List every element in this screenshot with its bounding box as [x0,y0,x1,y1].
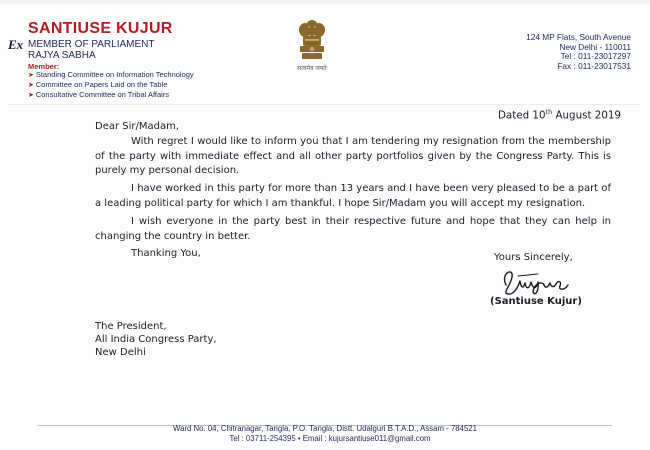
footer-address: Ward No. 04, Chitranagar, Tangla, P.O. Tangla, Distt. Udalguri B.T.A.D., Assam - 784521 [173,424,477,433]
letterhead-address [526,33,631,71]
national-emblem-icon [296,18,328,62]
letterhead-name: SANTIUSE KUJUR [28,20,173,37]
recipient-line: All India Congress Party, [95,334,217,345]
address-line: Tel : 011-23017297 [560,51,631,62]
body-paragraph: I have worked in this party for more than 13 years and I have been very pleased to be a part of a leading political party for which I am thankful. I hope Sir/Madam you will accept my resignation. [95,183,611,209]
committee-item: ➤ Consultative Committee on Tribal Affairs [28,90,194,100]
body-paragraph: With regret I would like to inform you that I am tendering my resignation from the membership of the party with immediate effect and all other party portfolios given by the Congress Party. This is purely my personal decision. [95,135,611,177]
member-label: Member: [28,62,60,71]
recipient-line: New Delhi [95,347,146,358]
handwritten-signature [498,263,588,299]
designation-line-1: MEMBER OF PARLIAMENT [28,39,155,50]
date-ordinal: th [545,108,553,116]
address-line: Fax : 011-23017531 [557,60,631,71]
committee-item: ➤ Standing Committee on Information Technology [28,70,194,80]
letterhead-designation [28,39,155,61]
salutation: Dear Sir/Madam, [95,121,180,132]
footer-contact: Tel : 03711-254395 • Email : kujursantiuse011@gmail.com [229,434,431,443]
header-divider [8,104,640,105]
footer [0,424,650,444]
committee-list [28,70,194,101]
recipient-address [95,320,217,359]
address-line: 124 MP Flats, South Avenue [526,32,631,42]
date-suffix: August 2019 [552,109,621,122]
signer-name: (Santiuse Kujur) [490,296,582,307]
emblem-caption: सत्यमेव जयते [297,65,327,72]
letter-body [95,120,611,262]
ex-prefix: Ex [8,37,24,52]
top-border [0,0,650,4]
thanking-line: Thanking You, [131,248,201,260]
body-paragraph: I wish everyone in the party best in their respective future and hope that they can help in changing the country in better. [95,215,611,242]
closing-line: Yours Sincerely, [494,252,573,263]
designation-line-2: RAJYA SABHA [28,50,96,61]
recipient-line: The President, [95,321,167,332]
address-line: New Delhi - 110011 [559,41,631,52]
date-prefix: Dated 10 [498,109,546,122]
committee-item: ➤ Committee on Papers Laid on the Table [28,80,194,90]
